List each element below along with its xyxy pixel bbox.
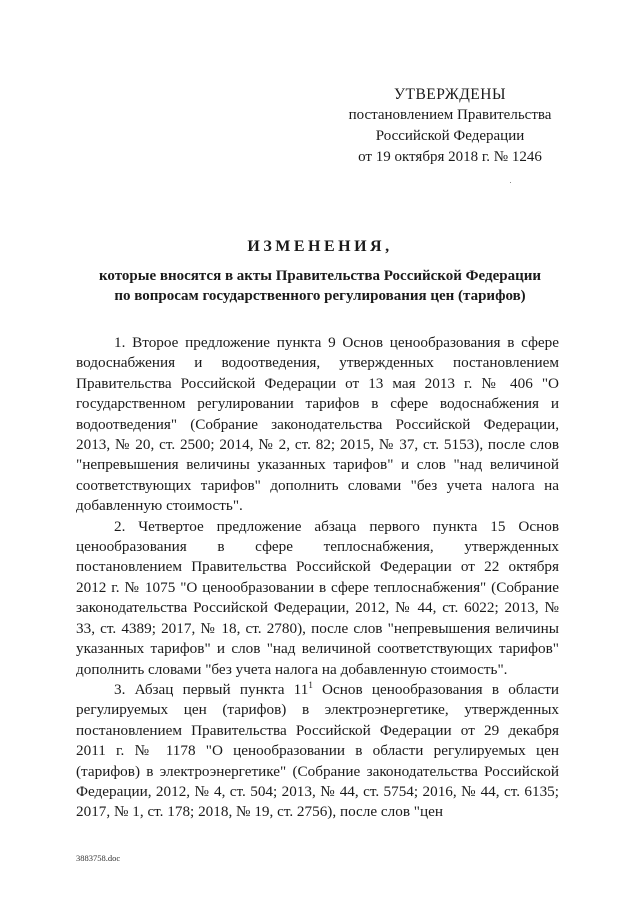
scan-speck [510, 182, 511, 183]
document-title: ИЗМЕНЕНИЯ, [247, 238, 393, 255]
approval-title: УТВЕРЖДЕНЫ [394, 86, 506, 103]
subtitle-line-2: по вопросам государственного регулирования цен (тарифов) [114, 288, 526, 304]
paragraph-3-rest: Основ ценообразования в области регулируемых цен (тарифов) в электроэнергетике, утвержденных постановлением Правительства Российской Федерации от 29 декабря 2011 г. № 1178 "О ценообразовании в области регулируемых цен (тарифов) в электроэнергетике" (Собрание законодательства Российской Федерации, 2012, № 4, ст. 504; 2013, № 44, ст. 5754; 2016, № 44, ст. 6135; 2017, № 1, ст. 178; 2018, № 19, ст. 2756), после слов "цен [76, 680, 559, 821]
paragraph-2: 2. Четвертое предложение абзаца первого пункта 15 Основ ценообразования в сфере теплоснабжения, утвержденных постановлением Правительства Российской Федерации от 22 октября 2012 г. № 1075 "О ценообразовании в сфере теплоснабжения" (Собрание законодательства Российской Федерации, 2012, № 44, ст. 6022; 2013, № 33, ст. 4389; 2017, № 18, ст. 2780), после слов "непревышения величины указанных тарифов" и слов "над величиной соответствующих тарифов" дополнить словами "без учета налога на добавленную стоимость". [76, 517, 559, 678]
approval-line-2: Российской Федерации [375, 128, 525, 144]
document-heading [60, 236, 580, 306]
approval-stamp [340, 84, 560, 168]
document-body [76, 333, 559, 823]
paragraph-1: 1. Второе предложение пункта 9 Основ ценообразования в сфере водоснабжения и водоотведения, утвержденных постановлением Правительства Российской Федерации от 13 мая 2013 г. № 406 "О государственном регулировании тарифов в сфере водоснабжения и водоотведения" (Собрание законодательства Российской Федерации, 2013, № 20, ст. 2500; 2014, № 2, ст. 82; 2015, № 37, ст. 5153), после слов "непревышения величины указанных тарифов" и слов "над величиной соответствующих тарифов" дополнить словами "без учета налога на добавленную стоимость". [76, 334, 559, 515]
document-subtitle [60, 266, 580, 306]
subtitle-line-1: которые вносятся в акты Правительства Российской Федерации [98, 268, 542, 284]
paragraph-3-superscript: 1 [308, 679, 313, 690]
paragraph-3-start: 3. Абзац первый пункта 11 [114, 680, 309, 698]
footer-document-code: 3883758.doc [76, 853, 121, 863]
approval-line-1: постановлением Правительства [348, 107, 552, 123]
approval-line-3: от 19 октября 2018 г. № 1246 [358, 149, 542, 165]
paragraph-3 [76, 680, 559, 823]
